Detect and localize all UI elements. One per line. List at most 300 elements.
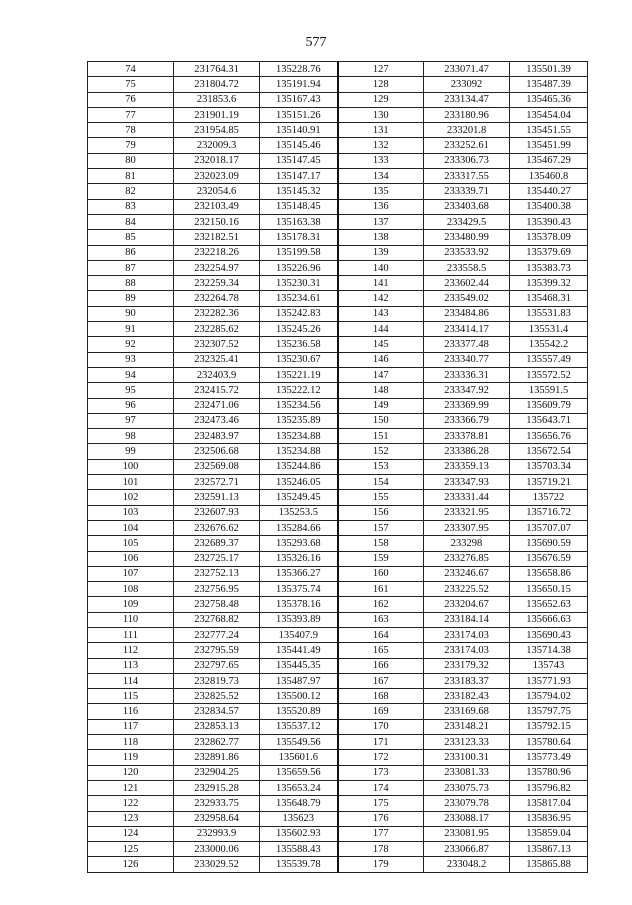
table-row xyxy=(88,92,588,107)
point-number-cell: 170 xyxy=(338,719,424,734)
x-coordinate-cell: 233386.28 xyxy=(424,444,510,459)
coordinates-table xyxy=(87,61,588,873)
y-coordinate-cell: 135451.55 xyxy=(510,123,588,138)
y-coordinate-cell: 135672.54 xyxy=(510,444,588,459)
point-number-cell: 151 xyxy=(338,429,424,444)
x-coordinate-cell: 232103.49 xyxy=(174,199,260,214)
y-coordinate-cell: 135191.94 xyxy=(260,77,338,92)
y-coordinate-cell: 135865.88 xyxy=(510,857,588,872)
table-row xyxy=(88,383,588,398)
point-number-cell: 120 xyxy=(88,765,174,780)
y-coordinate-cell: 135601.6 xyxy=(260,750,338,765)
y-coordinate-cell: 135234.61 xyxy=(260,291,338,306)
x-coordinate-cell: 233123.33 xyxy=(424,735,510,750)
y-coordinate-cell: 135652.63 xyxy=(510,597,588,612)
x-coordinate-cell: 233317.55 xyxy=(424,169,510,184)
y-coordinate-cell: 135609.79 xyxy=(510,398,588,413)
x-coordinate-cell: 233366.79 xyxy=(424,413,510,428)
y-coordinate-cell: 135780.64 xyxy=(510,735,588,750)
table-row xyxy=(88,796,588,811)
table-row xyxy=(88,719,588,734)
x-coordinate-cell: 232758.48 xyxy=(174,597,260,612)
table-row xyxy=(88,260,588,275)
point-number-cell: 79 xyxy=(88,138,174,153)
y-coordinate-cell: 135293.68 xyxy=(260,536,338,551)
point-number-cell: 77 xyxy=(88,107,174,122)
point-number-cell: 108 xyxy=(88,582,174,597)
point-number-cell: 173 xyxy=(338,765,424,780)
y-coordinate-cell: 135623 xyxy=(260,811,338,826)
y-coordinate-cell: 135648.79 xyxy=(260,796,338,811)
x-coordinate-cell: 233174.03 xyxy=(424,643,510,658)
y-coordinate-cell: 135690.43 xyxy=(510,627,588,642)
y-coordinate-cell: 135147.45 xyxy=(260,153,338,168)
point-number-cell: 150 xyxy=(338,413,424,428)
x-coordinate-cell: 233276.85 xyxy=(424,551,510,566)
point-number-cell: 132 xyxy=(338,138,424,153)
point-number-cell: 144 xyxy=(338,322,424,337)
table-row xyxy=(88,77,588,92)
point-number-cell: 84 xyxy=(88,214,174,229)
x-coordinate-cell: 232591.13 xyxy=(174,490,260,505)
x-coordinate-cell: 233403.68 xyxy=(424,199,510,214)
y-coordinate-cell: 135468.31 xyxy=(510,291,588,306)
x-coordinate-cell: 233429.5 xyxy=(424,214,510,229)
x-coordinate-cell: 233298 xyxy=(424,536,510,551)
x-coordinate-cell: 232285.62 xyxy=(174,322,260,337)
x-coordinate-cell: 233081.95 xyxy=(424,826,510,841)
y-coordinate-cell: 135399.32 xyxy=(510,276,588,291)
x-coordinate-cell: 232915.28 xyxy=(174,780,260,795)
x-coordinate-cell: 233148.21 xyxy=(424,719,510,734)
x-coordinate-cell: 232023.09 xyxy=(174,169,260,184)
x-coordinate-cell: 233246.67 xyxy=(424,566,510,581)
x-coordinate-cell: 233484.86 xyxy=(424,306,510,321)
point-number-cell: 103 xyxy=(88,505,174,520)
point-number-cell: 172 xyxy=(338,750,424,765)
point-number-cell: 166 xyxy=(338,658,424,673)
x-coordinate-cell: 233480.99 xyxy=(424,230,510,245)
point-number-cell: 131 xyxy=(338,123,424,138)
point-number-cell: 111 xyxy=(88,627,174,642)
point-number-cell: 78 xyxy=(88,123,174,138)
x-coordinate-cell: 232307.52 xyxy=(174,337,260,352)
y-coordinate-cell: 135792.15 xyxy=(510,719,588,734)
y-coordinate-cell: 135666.63 xyxy=(510,612,588,627)
y-coordinate-cell: 135140.91 xyxy=(260,123,338,138)
point-number-cell: 81 xyxy=(88,169,174,184)
x-coordinate-cell: 233225.52 xyxy=(424,582,510,597)
y-coordinate-cell: 135771.93 xyxy=(510,673,588,688)
y-coordinate-cell: 135151.26 xyxy=(260,107,338,122)
x-coordinate-cell: 232483.97 xyxy=(174,429,260,444)
point-number-cell: 109 xyxy=(88,597,174,612)
x-coordinate-cell: 233182.43 xyxy=(424,689,510,704)
y-coordinate-cell: 135253.5 xyxy=(260,505,338,520)
x-coordinate-cell: 233169.68 xyxy=(424,704,510,719)
point-number-cell: 112 xyxy=(88,643,174,658)
x-coordinate-cell: 233184.14 xyxy=(424,612,510,627)
x-coordinate-cell: 232725.17 xyxy=(174,551,260,566)
point-number-cell: 101 xyxy=(88,475,174,490)
y-coordinate-cell: 135588.43 xyxy=(260,842,338,857)
point-number-cell: 130 xyxy=(338,107,424,122)
x-coordinate-cell: 232795.59 xyxy=(174,643,260,658)
x-coordinate-cell: 232819.73 xyxy=(174,673,260,688)
point-number-cell: 125 xyxy=(88,842,174,857)
table-row xyxy=(88,367,588,382)
y-coordinate-cell: 135659.56 xyxy=(260,765,338,780)
point-number-cell: 110 xyxy=(88,612,174,627)
table-row xyxy=(88,398,588,413)
y-coordinate-cell: 135676.59 xyxy=(510,551,588,566)
y-coordinate-cell: 135650.15 xyxy=(510,582,588,597)
x-coordinate-cell: 233340.77 xyxy=(424,352,510,367)
point-number-cell: 105 xyxy=(88,536,174,551)
point-number-cell: 123 xyxy=(88,811,174,826)
table-row xyxy=(88,505,588,520)
table-row xyxy=(88,842,588,857)
x-coordinate-cell: 233331.44 xyxy=(424,490,510,505)
point-number-cell: 99 xyxy=(88,444,174,459)
x-coordinate-cell: 232797.65 xyxy=(174,658,260,673)
point-number-cell: 165 xyxy=(338,643,424,658)
x-coordinate-cell: 231804.72 xyxy=(174,77,260,92)
x-coordinate-cell: 233307.95 xyxy=(424,520,510,535)
point-number-cell: 94 xyxy=(88,367,174,382)
y-coordinate-cell: 135222.12 xyxy=(260,383,338,398)
point-number-cell: 89 xyxy=(88,291,174,306)
y-coordinate-cell: 135487.97 xyxy=(260,673,338,688)
x-coordinate-cell: 232018.17 xyxy=(174,153,260,168)
table-row xyxy=(88,459,588,474)
table-row xyxy=(88,199,588,214)
y-coordinate-cell: 135400.38 xyxy=(510,199,588,214)
y-coordinate-cell: 135379.69 xyxy=(510,245,588,260)
y-coordinate-cell: 135572.52 xyxy=(510,367,588,382)
table-row xyxy=(88,337,588,352)
y-coordinate-cell: 135445.35 xyxy=(260,658,338,673)
x-coordinate-cell: 232993.9 xyxy=(174,826,260,841)
y-coordinate-cell: 135714.38 xyxy=(510,643,588,658)
x-coordinate-cell: 233066.87 xyxy=(424,842,510,857)
point-number-cell: 92 xyxy=(88,337,174,352)
point-number-cell: 156 xyxy=(338,505,424,520)
table-row xyxy=(88,123,588,138)
y-coordinate-cell: 135234.88 xyxy=(260,429,338,444)
point-number-cell: 135 xyxy=(338,184,424,199)
point-number-cell: 74 xyxy=(88,62,174,77)
x-coordinate-cell: 232218.26 xyxy=(174,245,260,260)
x-coordinate-cell: 232254.97 xyxy=(174,260,260,275)
point-number-cell: 114 xyxy=(88,673,174,688)
table-row xyxy=(88,643,588,658)
y-coordinate-cell: 135163.38 xyxy=(260,214,338,229)
x-coordinate-cell: 233134.47 xyxy=(424,92,510,107)
point-number-cell: 124 xyxy=(88,826,174,841)
point-number-cell: 95 xyxy=(88,383,174,398)
table-row xyxy=(88,689,588,704)
table-row xyxy=(88,612,588,627)
point-number-cell: 134 xyxy=(338,169,424,184)
y-coordinate-cell: 135703.34 xyxy=(510,459,588,474)
table-row xyxy=(88,765,588,780)
point-number-cell: 87 xyxy=(88,260,174,275)
y-coordinate-cell: 135167.43 xyxy=(260,92,338,107)
x-coordinate-cell: 233549.02 xyxy=(424,291,510,306)
table-row xyxy=(88,490,588,505)
point-number-cell: 126 xyxy=(88,857,174,872)
x-coordinate-cell: 231853.6 xyxy=(174,92,260,107)
y-coordinate-cell: 135859.04 xyxy=(510,826,588,841)
y-coordinate-cell: 135326.16 xyxy=(260,551,338,566)
y-coordinate-cell: 135178.31 xyxy=(260,230,338,245)
y-coordinate-cell: 135487.39 xyxy=(510,77,588,92)
x-coordinate-cell: 232904.25 xyxy=(174,765,260,780)
y-coordinate-cell: 135549.56 xyxy=(260,735,338,750)
table-row xyxy=(88,276,588,291)
point-number-cell: 146 xyxy=(338,352,424,367)
x-coordinate-cell: 233347.93 xyxy=(424,475,510,490)
x-coordinate-cell: 232607.93 xyxy=(174,505,260,520)
point-number-cell: 171 xyxy=(338,735,424,750)
point-number-cell: 176 xyxy=(338,811,424,826)
y-coordinate-cell: 135236.58 xyxy=(260,337,338,352)
y-coordinate-cell: 135440.27 xyxy=(510,184,588,199)
point-number-cell: 104 xyxy=(88,520,174,535)
point-number-cell: 161 xyxy=(338,582,424,597)
y-coordinate-cell: 135719.21 xyxy=(510,475,588,490)
point-number-cell: 100 xyxy=(88,459,174,474)
y-coordinate-cell: 135537.12 xyxy=(260,719,338,734)
table-row xyxy=(88,536,588,551)
point-number-cell: 128 xyxy=(338,77,424,92)
point-number-cell: 164 xyxy=(338,627,424,642)
y-coordinate-cell: 135794.02 xyxy=(510,689,588,704)
point-number-cell: 85 xyxy=(88,230,174,245)
point-number-cell: 116 xyxy=(88,704,174,719)
point-number-cell: 80 xyxy=(88,153,174,168)
x-coordinate-cell: 232958.64 xyxy=(174,811,260,826)
y-coordinate-cell: 135230.31 xyxy=(260,276,338,291)
x-coordinate-cell: 233204.67 xyxy=(424,597,510,612)
x-coordinate-cell: 233558.5 xyxy=(424,260,510,275)
x-coordinate-cell: 233336.31 xyxy=(424,367,510,382)
point-number-cell: 177 xyxy=(338,826,424,841)
y-coordinate-cell: 135378.09 xyxy=(510,230,588,245)
y-coordinate-cell: 135643.71 xyxy=(510,413,588,428)
x-coordinate-cell: 233347.92 xyxy=(424,383,510,398)
y-coordinate-cell: 135542.2 xyxy=(510,337,588,352)
y-coordinate-cell: 135531.4 xyxy=(510,322,588,337)
x-coordinate-cell: 232891.86 xyxy=(174,750,260,765)
table-row xyxy=(88,826,588,841)
point-number-cell: 178 xyxy=(338,842,424,857)
point-number-cell: 155 xyxy=(338,490,424,505)
x-coordinate-cell: 233339.71 xyxy=(424,184,510,199)
x-coordinate-cell: 232768.82 xyxy=(174,612,260,627)
y-coordinate-cell: 135235.89 xyxy=(260,413,338,428)
point-number-cell: 133 xyxy=(338,153,424,168)
point-number-cell: 86 xyxy=(88,245,174,260)
x-coordinate-cell: 231764.31 xyxy=(174,62,260,77)
point-number-cell: 96 xyxy=(88,398,174,413)
table-row xyxy=(88,245,588,260)
table-row xyxy=(88,352,588,367)
x-coordinate-cell: 233100.31 xyxy=(424,750,510,765)
table-row xyxy=(88,811,588,826)
table-row xyxy=(88,627,588,642)
y-coordinate-cell: 135867.13 xyxy=(510,842,588,857)
point-number-cell: 162 xyxy=(338,597,424,612)
point-number-cell: 154 xyxy=(338,475,424,490)
point-number-cell: 167 xyxy=(338,673,424,688)
x-coordinate-cell: 233306.73 xyxy=(424,153,510,168)
point-number-cell: 88 xyxy=(88,276,174,291)
point-number-cell: 91 xyxy=(88,322,174,337)
x-coordinate-cell: 233378.81 xyxy=(424,429,510,444)
point-number-cell: 179 xyxy=(338,857,424,872)
x-coordinate-cell: 232473.46 xyxy=(174,413,260,428)
y-coordinate-cell: 135591.5 xyxy=(510,383,588,398)
point-number-cell: 175 xyxy=(338,796,424,811)
x-coordinate-cell: 232853.13 xyxy=(174,719,260,734)
y-coordinate-cell: 135780.96 xyxy=(510,765,588,780)
y-coordinate-cell: 135242.83 xyxy=(260,306,338,321)
y-coordinate-cell: 135539.78 xyxy=(260,857,338,872)
x-coordinate-cell: 232506.68 xyxy=(174,444,260,459)
x-coordinate-cell: 232756.95 xyxy=(174,582,260,597)
table-row xyxy=(88,857,588,872)
y-coordinate-cell: 135249.45 xyxy=(260,490,338,505)
table-row xyxy=(88,566,588,581)
x-coordinate-cell: 233602.44 xyxy=(424,276,510,291)
table-row xyxy=(88,230,588,245)
x-coordinate-cell: 233000.06 xyxy=(174,842,260,857)
table-row xyxy=(88,184,588,199)
coordinates-table-body xyxy=(88,62,588,873)
y-coordinate-cell: 135234.56 xyxy=(260,398,338,413)
point-number-cell: 141 xyxy=(338,276,424,291)
x-coordinate-cell: 232264.78 xyxy=(174,291,260,306)
point-number-cell: 149 xyxy=(338,398,424,413)
y-coordinate-cell: 135366.27 xyxy=(260,566,338,581)
x-coordinate-cell: 232862.77 xyxy=(174,735,260,750)
y-coordinate-cell: 135773.49 xyxy=(510,750,588,765)
y-coordinate-cell: 135145.32 xyxy=(260,184,338,199)
y-coordinate-cell: 135148.45 xyxy=(260,199,338,214)
x-coordinate-cell: 233359.13 xyxy=(424,459,510,474)
table-row xyxy=(88,750,588,765)
y-coordinate-cell: 135284.66 xyxy=(260,520,338,535)
point-number-cell: 168 xyxy=(338,689,424,704)
point-number-cell: 158 xyxy=(338,536,424,551)
table-row xyxy=(88,597,588,612)
x-coordinate-cell: 233183.37 xyxy=(424,673,510,688)
table-row xyxy=(88,413,588,428)
point-number-cell: 145 xyxy=(338,337,424,352)
x-coordinate-cell: 233075.73 xyxy=(424,780,510,795)
x-coordinate-cell: 232777.24 xyxy=(174,627,260,642)
y-coordinate-cell: 135716.72 xyxy=(510,505,588,520)
y-coordinate-cell: 135658.86 xyxy=(510,566,588,581)
point-number-cell: 142 xyxy=(338,291,424,306)
x-coordinate-cell: 233081.33 xyxy=(424,765,510,780)
y-coordinate-cell: 135465.36 xyxy=(510,92,588,107)
y-coordinate-cell: 135520.89 xyxy=(260,704,338,719)
point-number-cell: 169 xyxy=(338,704,424,719)
table-row xyxy=(88,291,588,306)
table-row xyxy=(88,62,588,77)
x-coordinate-cell: 233369.99 xyxy=(424,398,510,413)
point-number-cell: 137 xyxy=(338,214,424,229)
point-number-cell: 148 xyxy=(338,383,424,398)
y-coordinate-cell: 135722 xyxy=(510,490,588,505)
point-number-cell: 157 xyxy=(338,520,424,535)
x-coordinate-cell: 233174.03 xyxy=(424,627,510,642)
x-coordinate-cell: 232689.37 xyxy=(174,536,260,551)
y-coordinate-cell: 135221.19 xyxy=(260,367,338,382)
point-number-cell: 93 xyxy=(88,352,174,367)
point-number-cell: 83 xyxy=(88,199,174,214)
x-coordinate-cell: 233321.95 xyxy=(424,505,510,520)
table-row xyxy=(88,153,588,168)
x-coordinate-cell: 233180.96 xyxy=(424,107,510,122)
table-row xyxy=(88,704,588,719)
x-coordinate-cell: 232009.3 xyxy=(174,138,260,153)
y-coordinate-cell: 135246.05 xyxy=(260,475,338,490)
x-coordinate-cell: 232259.34 xyxy=(174,276,260,291)
y-coordinate-cell: 135500.12 xyxy=(260,689,338,704)
table-row xyxy=(88,306,588,321)
point-number-cell: 118 xyxy=(88,735,174,750)
point-number-cell: 174 xyxy=(338,780,424,795)
y-coordinate-cell: 135501.39 xyxy=(510,62,588,77)
table-row xyxy=(88,138,588,153)
table-row xyxy=(88,429,588,444)
point-number-cell: 153 xyxy=(338,459,424,474)
y-coordinate-cell: 135836.95 xyxy=(510,811,588,826)
x-coordinate-cell: 232471.06 xyxy=(174,398,260,413)
point-number-cell: 75 xyxy=(88,77,174,92)
point-number-cell: 140 xyxy=(338,260,424,275)
table-row xyxy=(88,658,588,673)
y-coordinate-cell: 135234.88 xyxy=(260,444,338,459)
y-coordinate-cell: 135390.43 xyxy=(510,214,588,229)
point-number-cell: 139 xyxy=(338,245,424,260)
x-coordinate-cell: 232933.75 xyxy=(174,796,260,811)
x-coordinate-cell: 232403.9 xyxy=(174,367,260,382)
point-number-cell: 98 xyxy=(88,429,174,444)
y-coordinate-cell: 135375.74 xyxy=(260,582,338,597)
x-coordinate-cell: 232834.57 xyxy=(174,704,260,719)
point-number-cell: 113 xyxy=(88,658,174,673)
table-row xyxy=(88,107,588,122)
point-number-cell: 82 xyxy=(88,184,174,199)
point-number-cell: 160 xyxy=(338,566,424,581)
point-number-cell: 136 xyxy=(338,199,424,214)
table-row xyxy=(88,780,588,795)
x-coordinate-cell: 233377.48 xyxy=(424,337,510,352)
x-coordinate-cell: 232415.72 xyxy=(174,383,260,398)
point-number-cell: 107 xyxy=(88,566,174,581)
x-coordinate-cell: 232569.08 xyxy=(174,459,260,474)
x-coordinate-cell: 233252.61 xyxy=(424,138,510,153)
point-number-cell: 122 xyxy=(88,796,174,811)
x-coordinate-cell: 233088.17 xyxy=(424,811,510,826)
y-coordinate-cell: 135817.04 xyxy=(510,796,588,811)
y-coordinate-cell: 135230.67 xyxy=(260,352,338,367)
